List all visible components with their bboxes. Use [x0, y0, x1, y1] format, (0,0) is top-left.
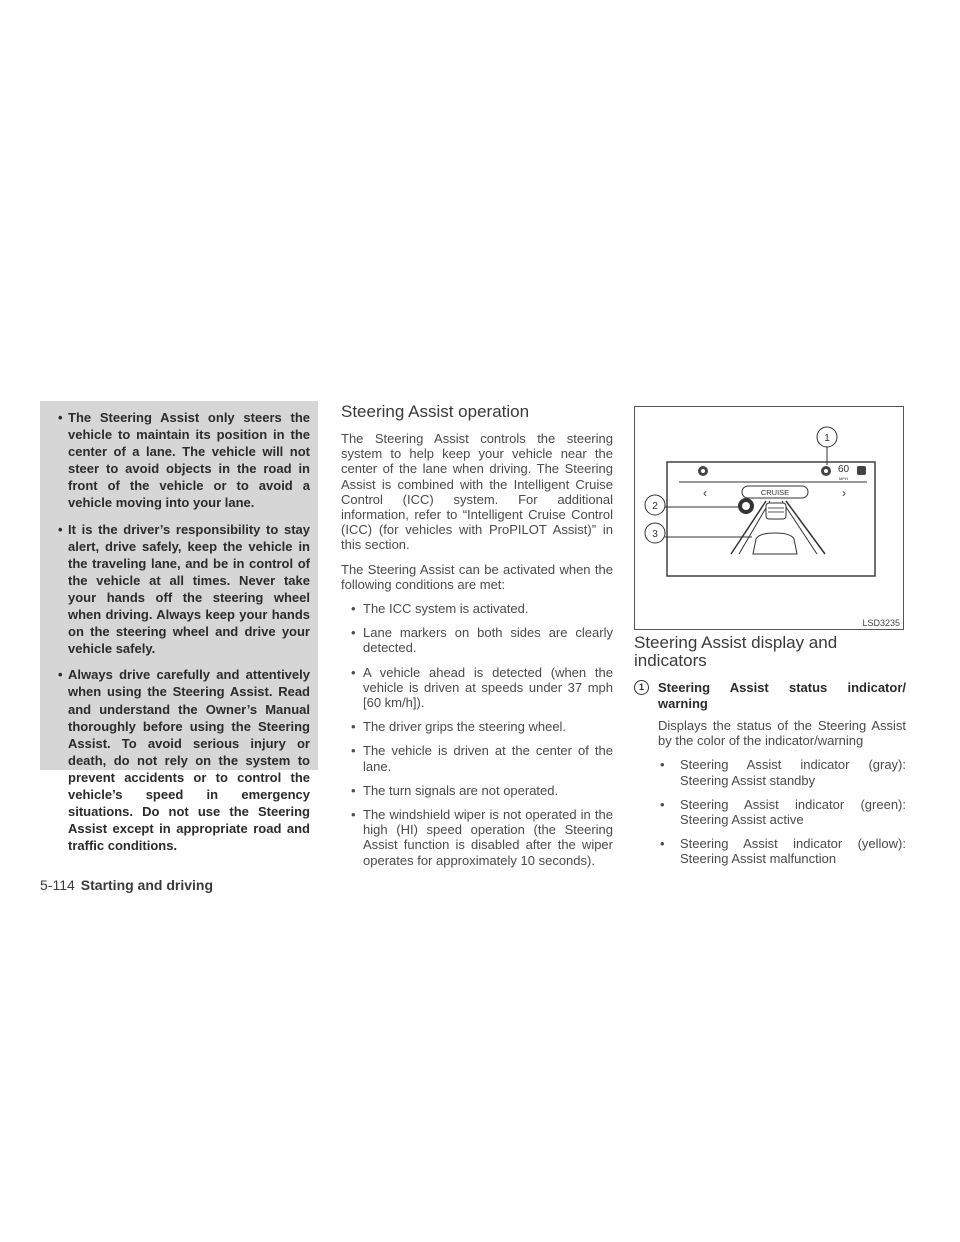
indicator-description: Displays the status of the Steering Assist by the color of the indicator/warning — [658, 718, 906, 749]
operation-heading: Steering Assist operation — [341, 402, 530, 421]
own-vehicle — [753, 533, 797, 554]
indicator-state: • Steering Assist indicator (green): Steering Assist active — [660, 796, 906, 828]
section-title: Starting and driving — [80, 877, 214, 893]
display-heading: Steering Assist display and indicators — [634, 633, 838, 670]
svg-text:1: 1 — [824, 433, 830, 444]
speed-unit: MPH — [839, 476, 848, 481]
indicator-state: • Steering Assist indicator (gray): Steering Assist standby — [660, 757, 906, 788]
figure-code: LSD3235 — [862, 618, 900, 628]
condition-item: • The ICC system is activated. — [351, 601, 529, 617]
display-illustration — [634, 406, 904, 630]
item-number-badge: 1 — [634, 680, 649, 695]
cruise-label: CRUISE — [760, 488, 790, 497]
condition-item: • The vehicle is driven at the center of the lane. — [351, 743, 613, 774]
warning-item: • The Steering Assist only steers the vehicle to maintain its position in the center of a lane. The vehicle will not steer to avoid objects in the road in front of the vehicle or to avoid a vehicle moving into your lane. — [58, 410, 310, 511]
condition-item: • The windshield wiper is not operated in the high (HI) speed operation (the Steering Assist function is disabled after the wiper operates for approximately 10 seconds). — [351, 807, 613, 868]
svg-text:3: 3 — [652, 529, 658, 540]
vehicle-ahead — [766, 503, 786, 519]
indicator-state: • Steering Assist indicator (yellow): Steering Assist malfunction — [660, 836, 906, 867]
speed-value: 60 — [838, 464, 850, 475]
indicator-item-heading: 1 Steering Assist status indicator/ warning — [634, 680, 906, 712]
condition-item: • The driver grips the steering wheel. — [351, 719, 567, 735]
warning-item: • It is the driver’s responsibility to stay alert, drive safely, keep the vehicle in the traveling lane, and be in control of the vehicle at all times. Never take your hands off the steering wheel when driving. Always keep your hands on the steering wheel and drive your vehicle safely. — [58, 521, 310, 657]
condition-item: • The turn signals are not operated. — [351, 782, 559, 798]
operation-section — [341, 400, 613, 877]
page-number: 5-114 — [40, 877, 75, 893]
car-icon — [857, 466, 866, 475]
condition-item: • Lane markers on both sides are clearly detected. — [351, 625, 613, 656]
dashboard-display-diagram — [635, 407, 903, 629]
display-section — [634, 634, 906, 876]
condition-item: • A vehicle ahead is detected (when the vehicle is driven at speeds under 37 mph [60 km/h]). — [351, 664, 613, 711]
conditions-intro: The Steering Assist can be activated when the following conditions are met: — [341, 561, 613, 592]
page-footer — [40, 877, 213, 893]
warning-item: • Always drive carefully and attentively when using the Steering Assist. Read and understand the Owner’s Manual thoroughly before using the Steering Assist. To avoid serious injury or death, do not rely on the system to prevent accidents or to control the vehicle’s speed in emergency situations. Do not use the Steering Assist except in appropriate road and traffic conditions. — [58, 667, 310, 854]
right-arrow: › — [842, 486, 846, 500]
operation-paragraph: The Steering Assist controls the steering system to help keep your vehicle near the center of the lane when driving. The Steering Assist is combined with the Intelligent Cruise Control (ICC) system. For additional information, refer to “Intelligent Cruise Control (ICC) (for vehicles with ProPILOT Assist)” in this section. — [341, 431, 613, 553]
svg-text:2: 2 — [652, 501, 658, 512]
left-arrow: ‹ — [703, 486, 707, 500]
warning-box — [40, 401, 318, 854]
